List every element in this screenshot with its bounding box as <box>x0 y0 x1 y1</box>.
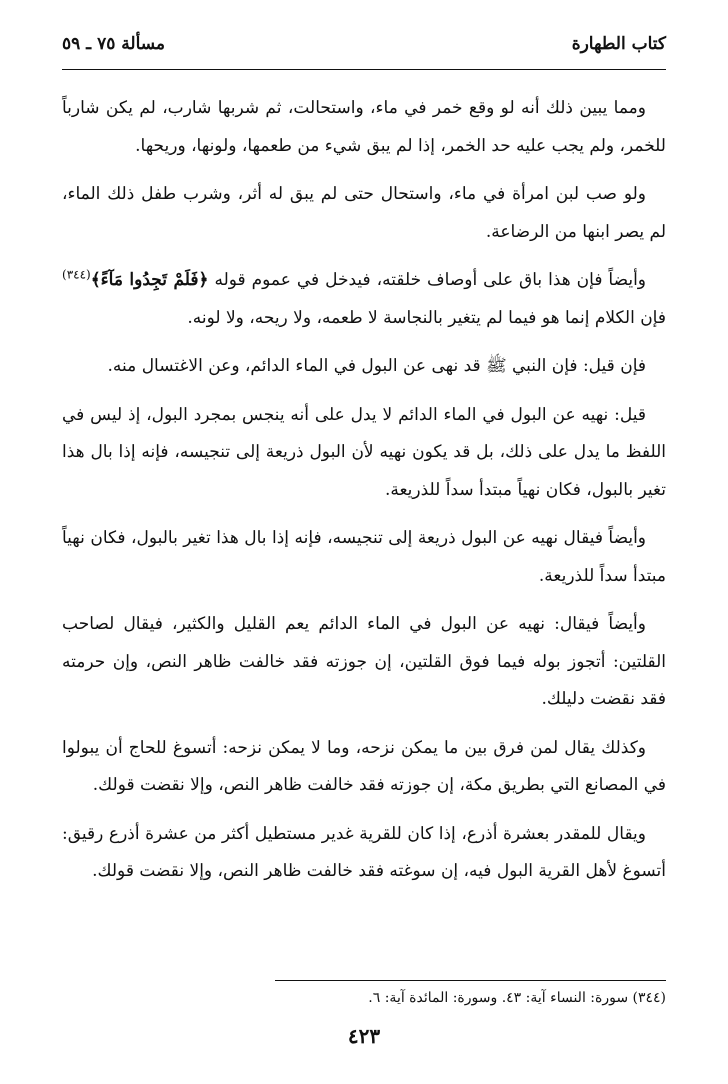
paragraph-3-lead: وأيضاً فإن هذا باق على أوصاف خلقته، فيدخل في عموم قوله <box>208 270 647 290</box>
main-text <box>62 90 666 902</box>
paragraph-8: وكذلك يقال لمن فرق بين ما يمكن نزحه، وما لا يمكن نزحه: أتسوغ للحاج أن يبولوا في المصانع التي بطريق مكة، إن جوزته فقد خالفت ظاهر النص، وإلا نقضت قولك. <box>62 737 666 795</box>
running-header <box>62 34 666 74</box>
paragraph-7: وأيضاً فيقال: نهيه عن البول في الماء الدائم يعم القليل والكثير، فيقال لصاحب القلتين: أتجوز بوله فيما فوق القلتين، إن جوزته فقد خالفت ظاهر النص، وإن حرمته فقد نقضت دليلك. <box>62 614 666 709</box>
paragraph-5: قيل: نهيه عن البول في الماء الدائم لا يدل على أنه ينجس بمجرد البول، إذ ليس في اللفظ ما يدل على ذلك، بل قد يكون نهيه لأن البول ذريعة إلى تنجيسه، فإنه إذا بال هذا تغير بالبول، فكان نهياً مبتدأ سداً للذريعة. <box>62 404 666 500</box>
footnote-divider <box>275 980 666 981</box>
paragraph-3-tail: فإن الكلام إنما هو فيما لم يتغير بالنجاسة لا طعمه، ولا ريحه، ولا لونه. <box>187 307 666 328</box>
footnote: (٣٤٤) سورة: النساء آية: ٤٣. وسورة: المائدة آية: ٦. <box>368 990 666 1006</box>
quran-verse: ﴿فَلَمْ تَجِدُوا مَآءً﴾ <box>90 270 209 290</box>
paragraph-3 <box>62 262 666 337</box>
paragraph-1: ومما يبين ذلك أنه لو وقع خمر في ماء، واستحالت، ثم شربها شارب، لم يكن شارباً للخمر، ولم يجب عليه حد الخمر، إذا لم يبق شيء من طعمها، ولونها، وريحها. <box>62 98 666 156</box>
book-title: كتاب الطهارة <box>571 34 666 54</box>
paragraph-9: ويقال للمقدر بعشرة أذرع، إذا كان للقرية غدير مستطيل أكثر من عشرة أذرع رقيق: أتسوغ لأهل القرية البول فيه، إن سوغته فقد خالفت ظاهر النص، وإلا نقضت قولك. <box>62 823 666 881</box>
paragraph-4: فإن قيل: فإن النبي ﷺ قد نهى عن البول في الماء الدائم، وعن الاغتسال منه. <box>107 356 646 376</box>
header-divider <box>62 69 666 70</box>
paragraph-6: وأيضاً فيقال نهيه عن البول ذريعة إلى تنجيسه، فإنه إذا بال هذا تغير بالبول، فكان نهياً مبتدأ سداً للذريعة. <box>62 528 666 586</box>
footnote-reference: (٣٤٤) <box>62 267 91 282</box>
issue-range: مسألة ٧٥ ـ ٥٩ <box>62 34 166 54</box>
page-number: ٤٢٣ <box>347 1024 381 1048</box>
paragraph-2: ولو صب لبن امرأة في ماء، واستحال حتى لم يبق له أثر، وشرب طفل ذلك الماء، لم يصر ابنها من الرضاعة. <box>62 184 666 242</box>
